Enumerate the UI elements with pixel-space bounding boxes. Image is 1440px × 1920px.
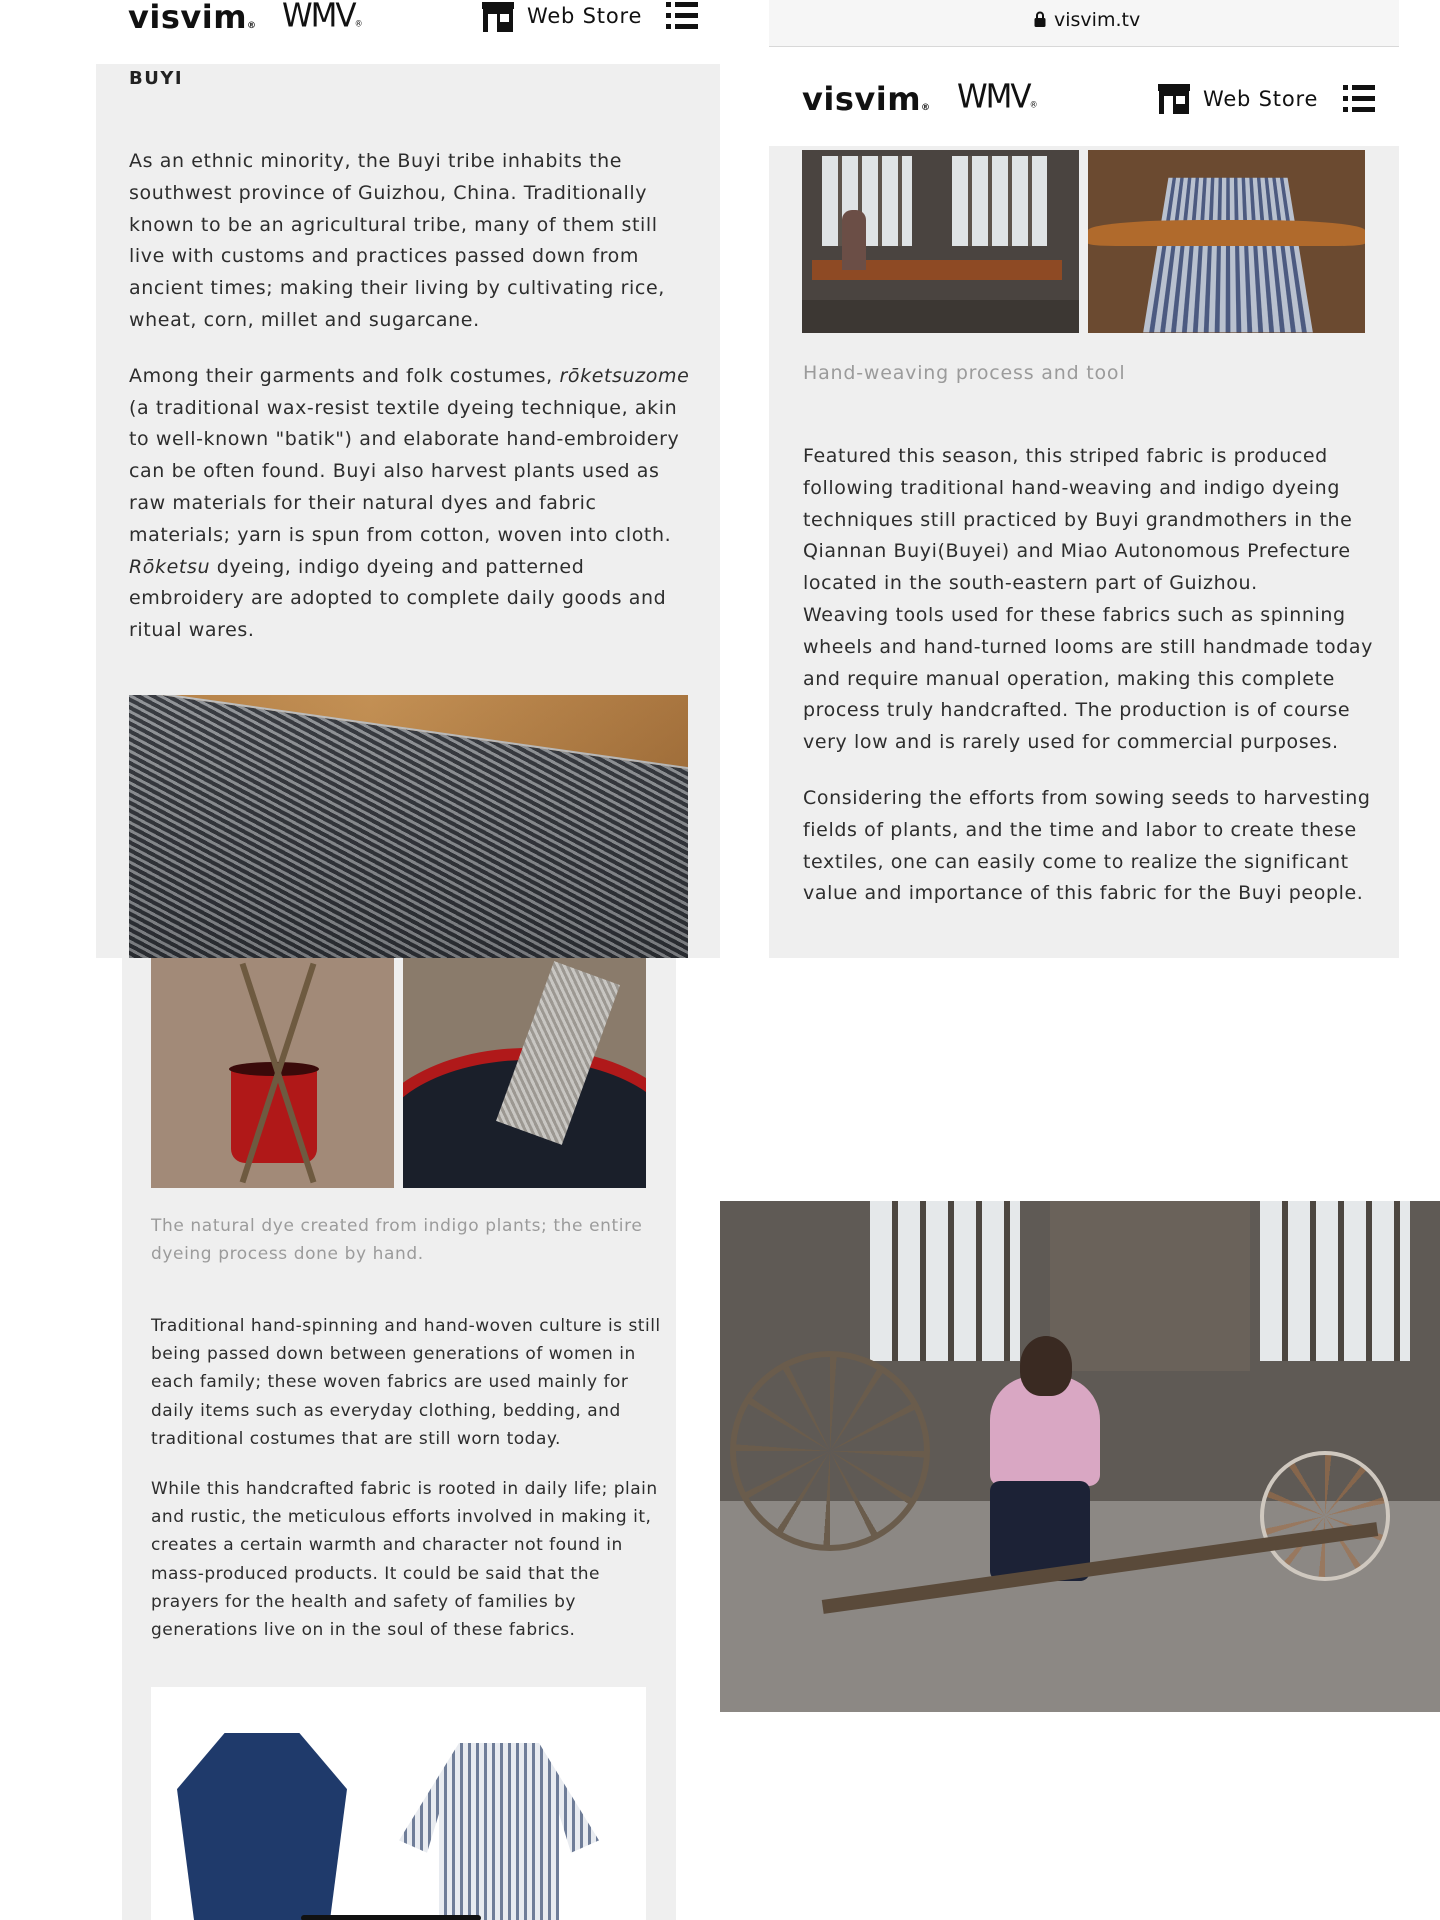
visvim-logo[interactable]: visvim® (128, 0, 257, 36)
menu-list-icon[interactable] (1343, 85, 1375, 113)
right-paragraph-2: Considering the efforts from sowing seeds to harvesting fields of plants, and the time and labor to create these textiles, one can easily come to realize the significant value and importance of this fabric for the Buyi people. (803, 786, 1371, 905)
hand-loom-closeup-photo (1088, 150, 1365, 333)
dye-caption: The natural dye created from indigo plants; the entire dyeing process done by hand. (151, 1216, 643, 1264)
right-paragraph-1: Featured this season, this striped fabric is produced following traditional hand-weaving and indigo dyeing techniques still practiced by Buyi grandmothers in the Qiannan Buyi(Buyei) and Miao Autonomous Prefecture located in the south-eastern part of Guizhou. (803, 445, 1353, 595)
right-paragraph-1b: Weaving tools used for these fabrics such as spinning wheels and hand-turned looms are still handmade today and require manual operation, making this complete process truly handcrafted. The production is of course very low and is rarely used for commercial purposes. (803, 603, 1373, 754)
weaving-caption: Hand-weaving process and tool (803, 362, 1126, 384)
web-store-link[interactable]: Web Store (1203, 87, 1319, 111)
wmv-logo[interactable]: WMV® (282, 0, 363, 35)
right-article-text (803, 441, 1375, 934)
striped-shirt-image[interactable] (399, 1743, 599, 1920)
visvim-logo[interactable]: visvim® (802, 80, 931, 118)
lower-paragraph-1: Traditional hand-spinning and hand-woven culture is still being passed down between generations of women in each family; these woven fabrics are used mainly for daily items such as everyday clothing, bedding, and traditional costumes that are still worn today. (151, 1316, 661, 1449)
section-title: BUYI (129, 68, 184, 89)
lower-article-text (151, 1312, 661, 1668)
left-paragraph-2: Among their garments and folk costumes, rōketsuzome (a traditional wax-resist textile dyeing technique, akin to well-known "batik") and elaborate hand-embroidery can be often found. Buyi also harvest plants used as raw materials for their natural dyes and fabric materials; yarn is spun from cotton, woven into cloth. Rōketsu dyeing, indigo dyeing and patterned embroidery are adopted to complete daily goods and ritual wares. (129, 364, 690, 642)
store-icon[interactable] (482, 2, 514, 32)
indigo-jacket-image[interactable] (177, 1733, 347, 1920)
url-text[interactable]: visvim.tv (1054, 9, 1141, 31)
products-photo (151, 1687, 646, 1920)
spinning-wheel-photo (720, 1201, 1440, 1712)
dye-bucket-photo (151, 958, 394, 1188)
indigo-dyeing-photo (403, 958, 646, 1188)
left-paragraph-1: As an ethnic minority, the Buyi tribe inhabits the southwest province of Guizhou, China. Traditionally known to be an agricultural tribe, many of them still live with customs and practices passed down from ancient times; making their living by cultivating rice, wheat, corn, millet and sugarcane. (129, 150, 665, 331)
striped-fabric-photo (129, 695, 688, 958)
web-store-link[interactable]: Web Store (527, 4, 643, 28)
weaver-at-loom-photo (802, 150, 1079, 333)
menu-list-icon[interactable] (666, 2, 698, 30)
lock-icon (1034, 11, 1046, 27)
wmv-logo[interactable]: WMV® (957, 78, 1038, 116)
lower-paragraph-2: While this handcrafted fabric is rooted in daily life; plain and rustic, the meticulous efforts involved in making it, creates a certain warmth and character not found in mass-produced products. It could be said that the prayers for the health and safety of families by generations live on in the soul of these fabrics. (151, 1479, 658, 1641)
left-article-text (129, 146, 699, 671)
store-icon[interactable] (1158, 84, 1190, 114)
